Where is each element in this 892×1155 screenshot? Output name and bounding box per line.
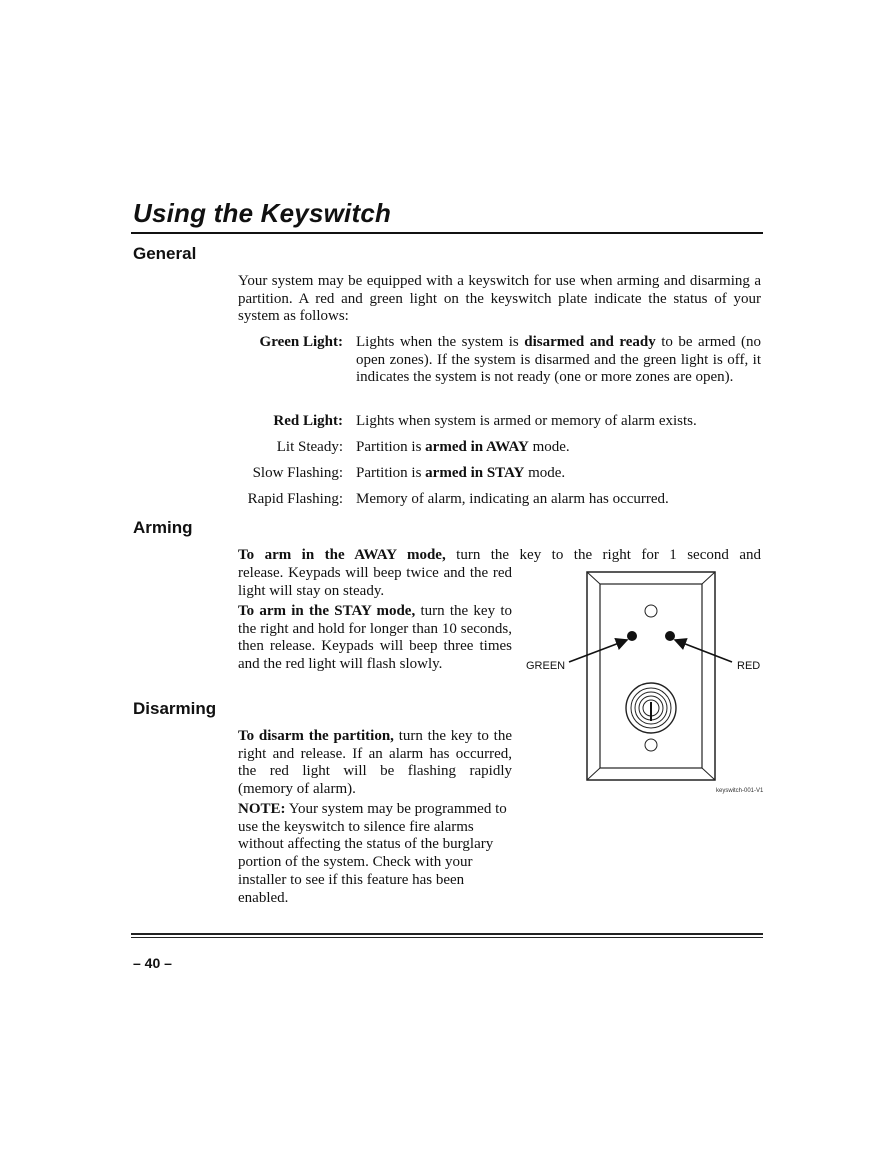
footer-rule — [131, 933, 763, 935]
green-light-indicator — [627, 631, 637, 641]
green-light-description: Lights when the system is disarmed and ready to be armed (no open zones). If the system is disarmed and the green light is off, it indicates the system is not ready (one or more zones are open). — [356, 334, 762, 386]
figure-code: keyswitch-001-V1 — [716, 788, 764, 794]
footer-rule-thin — [131, 937, 763, 938]
slow-flashing-description: Partition is armed in STAY mode. — [356, 465, 566, 481]
page-number: – 40 – — [133, 955, 172, 971]
red-light-description: Lights when system is armed or memory of alarm exists. — [356, 413, 697, 429]
disarm-text: To disarm the partition, turn the key to the right and release. If an alarm has occurred, the red light will be flashing rapidly (memory of alarm). — [238, 728, 513, 798]
arm-away-first-line: To arm in the AWAY mode, turn the key to the right for 1 second and — [238, 547, 761, 563]
top-screw-hole — [645, 605, 657, 617]
rapid-flashing-description: Memory of alarm, indicating an alarm has occurred. — [356, 491, 669, 507]
red-callout-label: RED — [737, 660, 761, 672]
note-text: NOTE: Your system may be programmed to use the keyswitch to silence fire alarms without affecting the status of the burglary portion of the system. Check with your installer to see if this feature has been enabled. — [238, 801, 507, 906]
slow-flashing-label: Slow Flashing: — [252, 465, 343, 481]
title-rule — [131, 232, 763, 234]
red-light-indicator — [665, 631, 675, 641]
arm-away-text: release. Keypads will beep twice and the red light will stay on steady. — [238, 565, 512, 599]
lit-steady-label: Lit Steady: — [276, 439, 343, 455]
red-light-label: Red Light: — [273, 413, 343, 429]
arm-stay-text: To arm in the STAY mode, turn the key to the right and hold for longer than 10 seconds, then release. Keypads will beep three times and the red light will flash slowly. — [238, 603, 512, 673]
lit-steady-description: Partition is armed in AWAY mode. — [356, 439, 570, 455]
green-callout-label: GREEN — [526, 660, 566, 672]
bottom-screw-hole — [645, 739, 657, 751]
page-title: Using the Keyswitch — [133, 198, 392, 228]
general-intro: Your system may be equipped with a keyswitch for use when arming and disarming a partition. A red and green light on the keyswitch plate indicate the status of your system as follows: — [238, 273, 761, 325]
disarming-heading: Disarming — [133, 699, 217, 718]
arming-heading: Arming — [133, 518, 193, 537]
green-light-label: Green Light: — [259, 334, 343, 350]
rapid-flashing-label: Rapid Flashing: — [247, 491, 343, 507]
key-cylinder-icon — [626, 683, 676, 733]
keyswitch-figure — [520, 565, 765, 800]
general-heading: General — [133, 244, 197, 263]
